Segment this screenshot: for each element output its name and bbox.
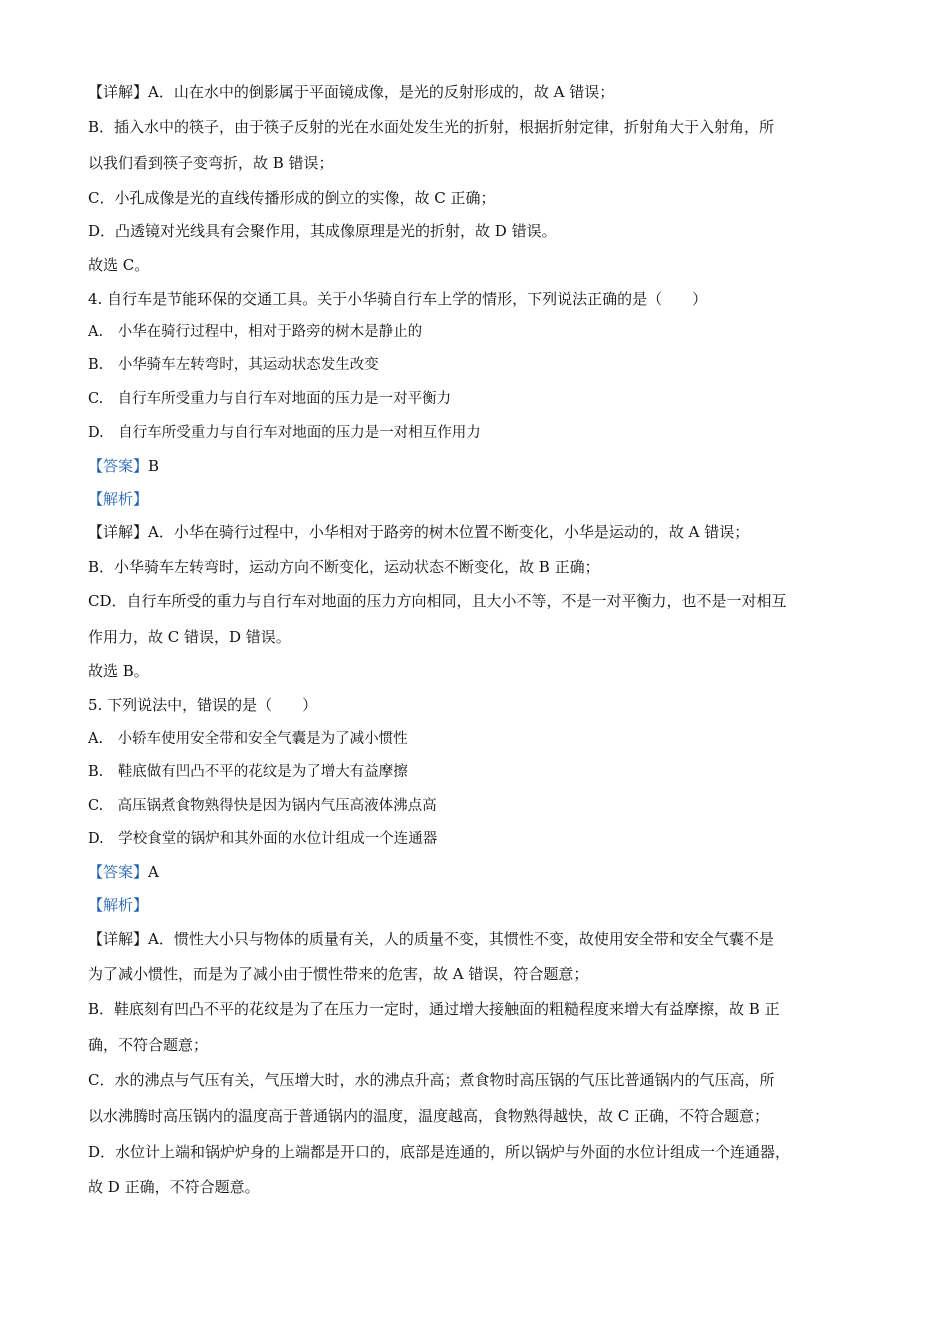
q5-detail-line-a1 — [88, 929, 878, 949]
q4-conclusion: 故选 B。 — [88, 662, 149, 680]
q4-option-c: C. 自行车所受重力与自行车对地面的压力是一对平衡力 — [88, 391, 452, 407]
q5-detail-line-d1: D．水位计上端和锅炉炉身的上端都是开口的，底部是连通的，所以锅炉与外面的水位计组成一个连通器， — [88, 1143, 791, 1161]
q4-detail-line-cd1: CD．自行车所受的重力与自行车对地面的压力方向相同，且大小不等，不是一对平衡力，也不是一对相互 — [88, 592, 787, 610]
q5-detail-a1-text: A．惯性大小只与物体的质量有关，人的质量不变，其惯性不变，故使用安全带和安全气囊不是 — [148, 930, 774, 948]
q5-detail-line-b1: B．鞋底刻有凹凸不平的花纹是为了在压力一定时，通过增大接触面的粗糙程度来增大有益摩擦，故 B 正 — [88, 1000, 780, 1018]
q4-detail-line-a — [88, 522, 878, 542]
q4-stem: 4. 自行车是节能环保的交通工具。关于小华骑自行车上学的情形，下列说法正确的是（ ） — [88, 290, 708, 308]
q5-answer — [88, 862, 878, 882]
answer-tag: 【答案】 — [88, 863, 149, 881]
q3-detail-line-a — [88, 82, 878, 102]
q3-detail-line-c: C．小孔成像是光的直线传播形成的倒立的实像，故 C 正确； — [88, 189, 496, 207]
q5-detail-line-b2: 确，不符合题意； — [88, 1036, 209, 1054]
q5-option-b: B. 鞋底做有凹凸不平的花纹是为了增大有益摩擦 — [88, 764, 408, 780]
q4-detail-line-cd2: 作用力，故 C 错误，D 错误。 — [88, 628, 291, 646]
q5-option-d: D. 学校食堂的锅炉和其外面的水位计组成一个连通器 — [88, 831, 438, 847]
q4-answer — [88, 456, 878, 476]
q3-detail-line-b2: 以我们看到筷子变弯折，故 B 错误； — [88, 154, 334, 172]
q5-option-a: A. 小轿车使用安全带和安全气囊是为了减小惯性 — [88, 731, 408, 747]
q4-analysis-tag — [88, 489, 878, 509]
q4-option-b: B. 小华骑车左转弯时，其运动状态发生改变 — [88, 357, 379, 373]
q5-analysis-tag — [88, 895, 878, 915]
q5-detail-line-a2: 为了减小惯性，而是为了减小由于惯性带来的危害，故 A 错误，符合题意； — [88, 965, 589, 983]
q4-detail-line-b: B．小华骑车左转弯时，运动方向不断变化，运动状态不断变化，故 B 正确； — [88, 558, 600, 576]
q5-answer-value: A — [148, 863, 159, 881]
q4-option-a: A. 小华在骑行过程中，相对于路旁的树木是静止的 — [88, 324, 423, 340]
q3-conclusion: 故选 C。 — [88, 256, 150, 274]
detail-tag: 【详解】 — [88, 930, 149, 948]
q5-detail-line-c2: 以水沸腾时高压锅内的温度高于普通锅内的温度，温度越高，食物熟得越快，故 C 正确，不符合题意； — [88, 1107, 770, 1125]
answer-tag: 【答案】 — [88, 457, 149, 475]
q3-detail-line-b1: B．插入水中的筷子，由于筷子反射的光在水面处发生光的折射，根据折射定律，折射角大于入射角，所 — [88, 118, 775, 136]
detail-tag: 【详解】 — [88, 523, 149, 541]
q5-detail-line-c1: C．水的沸点与气压有关，气压增大时，水的沸点升高；煮食物时高压锅的气压比普通锅内的气压高，所 — [88, 1071, 775, 1089]
q5-stem: 5. 下列说法中，错误的是（ ） — [88, 696, 318, 714]
detail-tag: 【详解】 — [88, 83, 149, 101]
analysis-tag: 【解析】 — [88, 490, 149, 508]
analysis-tag: 【解析】 — [88, 896, 149, 914]
q4-answer-value: B — [148, 457, 160, 475]
q3-detail-a-text: A．山在水中的倒影属于平面镜成像，是光的反射形成的，故 A 错误； — [148, 83, 615, 101]
q4-detail-a-text: A．小华在骑行过程中，小华相对于路旁的树木位置不断变化，小华是运动的，故 A 错误； — [148, 523, 750, 541]
q5-option-c: C. 高压锅煮食物熟得快是因为锅内气压高液体沸点高 — [88, 798, 437, 814]
q3-detail-line-d: D．凸透镜对光线具有会聚作用，其成像原理是光的折射，故 D 错误。 — [88, 222, 557, 240]
q4-option-d: D. 自行车所受重力与自行车对地面的压力是一对相互作用力 — [88, 425, 481, 441]
q5-detail-line-d2: 故 D 正确，不符合题意。 — [88, 1178, 260, 1196]
